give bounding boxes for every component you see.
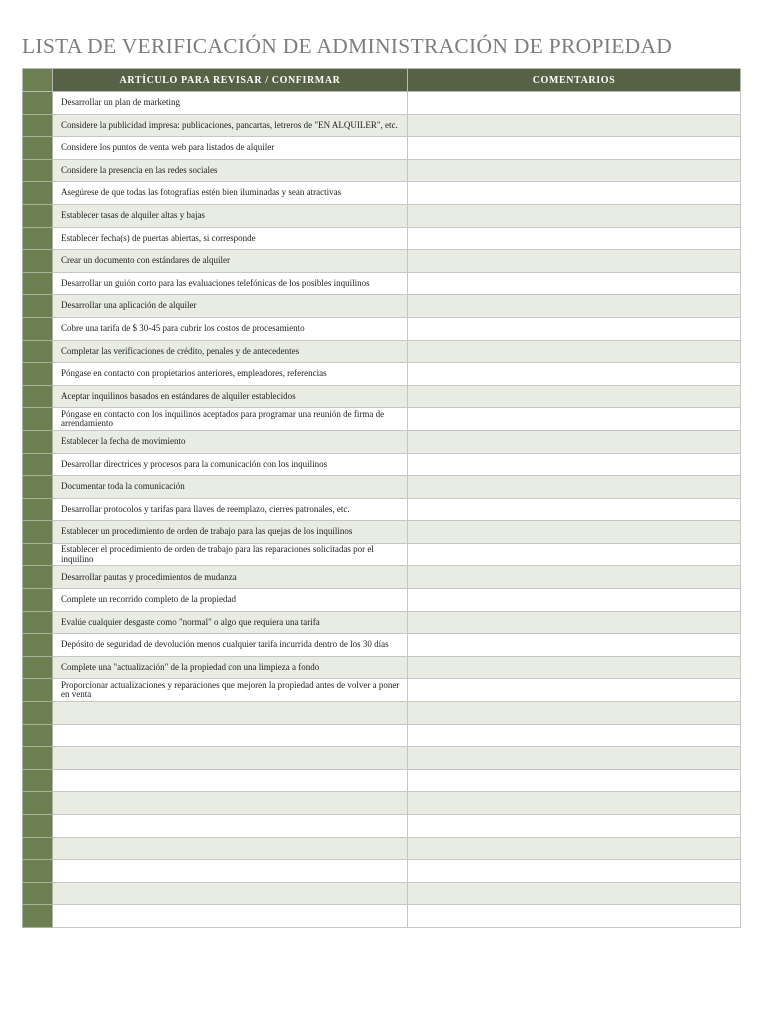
checkbox-cell[interactable]: [23, 340, 53, 363]
checkbox-column-header: [23, 69, 53, 92]
item-cell: Desarrollar una aplicación de alquiler: [53, 295, 408, 318]
item-cell: Cobre una tarifa de $ 30-45 para cubrir los costos de procesamiento: [53, 317, 408, 340]
item-cell: [53, 792, 408, 815]
table-row: [23, 204, 741, 227]
table-row: [23, 702, 741, 725]
item-cell: Proporcionar actualizaciones y reparaciones que mejoren la propiedad antes de volver a poner en venta: [53, 679, 408, 702]
checkbox-cell[interactable]: [23, 408, 53, 431]
table-row: [23, 589, 741, 612]
checkbox-cell[interactable]: [23, 543, 53, 566]
checkbox-cell[interactable]: [23, 159, 53, 182]
table-row: [23, 385, 741, 408]
checkbox-cell[interactable]: [23, 815, 53, 838]
item-cell: Establecer fecha(s) de puertas abiertas, si corresponde: [53, 227, 408, 250]
table-row: [23, 498, 741, 521]
table-row: [23, 430, 741, 453]
table-row: [23, 769, 741, 792]
comment-cell[interactable]: [408, 521, 741, 544]
comment-cell[interactable]: [408, 747, 741, 770]
checkbox-cell[interactable]: [23, 724, 53, 747]
item-cell: Desarrollar protocolos y tarifas para llaves de reemplazo, cierres patronales, etc.: [53, 498, 408, 521]
item-cell: Considere la publicidad impresa: publicaciones, pancartas, letreros de "EN ALQUILER", etc.: [53, 114, 408, 137]
header-row: [23, 69, 741, 92]
checkbox-cell[interactable]: [23, 747, 53, 770]
comment-cell[interactable]: [408, 204, 741, 227]
comment-cell[interactable]: [408, 679, 741, 702]
table-row: [23, 724, 741, 747]
checkbox-cell[interactable]: [23, 250, 53, 273]
item-cell: Desarrollar un plan de marketing: [53, 92, 408, 115]
comment-cell[interactable]: [408, 476, 741, 499]
checkbox-cell[interactable]: [23, 92, 53, 115]
comment-cell[interactable]: [408, 159, 741, 182]
item-cell: Desarrollar pautas y procedimientos de mudanza: [53, 566, 408, 589]
item-cell: [53, 769, 408, 792]
item-cell: [53, 882, 408, 905]
table-row: [23, 679, 741, 702]
document-title: LISTA DE VERIFICACIÓN DE ADMINISTRACIÓN DE PROPIEDAD: [22, 34, 673, 58]
table-row: [23, 543, 741, 566]
item-cell: Desarrollar un guión corto para las evaluaciones telefónicas de los posibles inquilinos: [53, 272, 408, 295]
table-row: [23, 182, 741, 205]
checkbox-cell[interactable]: [23, 634, 53, 657]
comment-cell[interactable]: [408, 860, 741, 883]
comment-cell[interactable]: [408, 634, 741, 657]
table-row: [23, 317, 741, 340]
comment-cell[interactable]: [408, 724, 741, 747]
item-cell: Depósito de seguridad de devolución menos cualquier tarifa incurrida dentro de los 30 días: [53, 634, 408, 657]
item-cell: Crear un documento con estándares de alquiler: [53, 250, 408, 273]
comment-cell[interactable]: [408, 611, 741, 634]
item-cell: Establecer la fecha de movimiento: [53, 430, 408, 453]
comment-cell[interactable]: [408, 882, 741, 905]
checkbox-cell[interactable]: [23, 611, 53, 634]
item-cell: [53, 905, 408, 928]
item-cell: [53, 724, 408, 747]
checkbox-cell[interactable]: [23, 882, 53, 905]
checkbox-cell[interactable]: [23, 430, 53, 453]
checkbox-cell[interactable]: [23, 589, 53, 612]
checkbox-cell[interactable]: [23, 453, 53, 476]
item-cell: Considere la presencia en las redes sociales: [53, 159, 408, 182]
comment-cell[interactable]: [408, 792, 741, 815]
item-cell: [53, 837, 408, 860]
checkbox-cell[interactable]: [23, 860, 53, 883]
table-row: [23, 159, 741, 182]
comment-cell[interactable]: [408, 363, 741, 386]
item-cell: [53, 815, 408, 838]
comment-cell[interactable]: [408, 543, 741, 566]
checklist-rows: [23, 92, 741, 928]
table-row: [23, 837, 741, 860]
checkbox-cell[interactable]: [23, 114, 53, 137]
checkbox-cell[interactable]: [23, 317, 53, 340]
checkbox-cell[interactable]: [23, 521, 53, 544]
table-row: [23, 521, 741, 544]
checkbox-cell[interactable]: [23, 905, 53, 928]
checkbox-cell[interactable]: [23, 702, 53, 725]
table-row: [23, 656, 741, 679]
checkbox-cell[interactable]: [23, 385, 53, 408]
item-cell: Establecer el procedimiento de orden de trabajo para las reparaciones solicitadas por el inquilino: [53, 543, 408, 566]
comment-cell[interactable]: [408, 769, 741, 792]
table-row: [23, 882, 741, 905]
table-row: [23, 227, 741, 250]
table-row: [23, 860, 741, 883]
checkbox-cell[interactable]: [23, 363, 53, 386]
comment-cell[interactable]: [408, 408, 741, 431]
comment-cell[interactable]: [408, 250, 741, 273]
comment-cell[interactable]: [408, 589, 741, 612]
comment-cell[interactable]: [408, 340, 741, 363]
comment-cell[interactable]: [408, 137, 741, 160]
item-cell: [53, 747, 408, 770]
comment-cell[interactable]: [408, 702, 741, 725]
comment-cell[interactable]: [408, 430, 741, 453]
table-row: [23, 92, 741, 115]
checkbox-cell[interactable]: [23, 837, 53, 860]
table-row: [23, 792, 741, 815]
item-cell: Evalúe cualquier desgaste como "normal" o algo que requiera una tarifa: [53, 611, 408, 634]
comment-cell[interactable]: [408, 92, 741, 115]
checkbox-cell[interactable]: [23, 679, 53, 702]
comment-cell[interactable]: [408, 385, 741, 408]
checkbox-cell[interactable]: [23, 137, 53, 160]
comment-cell[interactable]: [408, 295, 741, 318]
checkbox-cell[interactable]: [23, 769, 53, 792]
table-row: [23, 611, 741, 634]
table-row: [23, 905, 741, 928]
checkbox-cell[interactable]: [23, 272, 53, 295]
item-cell: Establecer tasas de alquiler altas y bajas: [53, 204, 408, 227]
table-row: [23, 340, 741, 363]
checkbox-cell[interactable]: [23, 792, 53, 815]
comment-cell[interactable]: [408, 317, 741, 340]
comments-column-header: COMENTARIOS: [408, 69, 741, 92]
item-cell: Completar las verificaciones de crédito, penales y de antecedentes: [53, 340, 408, 363]
comment-cell[interactable]: [408, 656, 741, 679]
table-row: [23, 453, 741, 476]
comment-cell[interactable]: [408, 815, 741, 838]
item-column-header: ARTÍCULO PARA REVISAR / CONFIRMAR: [53, 69, 408, 92]
comment-cell[interactable]: [408, 498, 741, 521]
table-row: [23, 476, 741, 499]
item-cell: Complete un recorrido completo de la propiedad: [53, 589, 408, 612]
comment-cell[interactable]: [408, 905, 741, 928]
table-row: [23, 137, 741, 160]
table-row: [23, 566, 741, 589]
item-cell: Documentar toda la comunicación: [53, 476, 408, 499]
table-row: [23, 250, 741, 273]
item-cell: Aceptar inquilinos basados en estándares de alquiler establecidos: [53, 385, 408, 408]
comment-cell[interactable]: [408, 837, 741, 860]
item-cell: [53, 702, 408, 725]
item-cell: Complete una "actualización" de la propiedad con una limpieza a fondo: [53, 656, 408, 679]
item-cell: Póngase en contacto con los inquilinos aceptados para programar una reunión de firma de arrendamiento: [53, 408, 408, 431]
comment-cell[interactable]: [408, 114, 741, 137]
checkbox-cell[interactable]: [23, 476, 53, 499]
table-row: [23, 363, 741, 386]
checkbox-cell[interactable]: [23, 182, 53, 205]
item-cell: Asegúrese de que todas las fotografías estén bien iluminadas y sean atractivas: [53, 182, 408, 205]
table-row: [23, 815, 741, 838]
table-row: [23, 272, 741, 295]
table-row: [23, 408, 741, 431]
checkbox-cell[interactable]: [23, 295, 53, 318]
comment-cell[interactable]: [408, 453, 741, 476]
checkbox-cell[interactable]: [23, 498, 53, 521]
table-row: [23, 114, 741, 137]
item-cell: Considere los puntos de venta web para listados de alquiler: [53, 137, 408, 160]
checkbox-cell[interactable]: [23, 656, 53, 679]
item-cell: Desarrollar directrices y procesos para la comunicación con los inquilinos: [53, 453, 408, 476]
table-row: [23, 747, 741, 770]
comment-cell[interactable]: [408, 182, 741, 205]
item-cell: Establecer un procedimiento de orden de trabajo para las quejas de los inquilinos: [53, 521, 408, 544]
checkbox-cell[interactable]: [23, 227, 53, 250]
comment-cell[interactable]: [408, 227, 741, 250]
checklist-table: [22, 68, 741, 928]
table-row: [23, 634, 741, 657]
table-row: [23, 295, 741, 318]
item-cell: Póngase en contacto con propietarios anteriores, empleadores, referencias: [53, 363, 408, 386]
item-cell: [53, 860, 408, 883]
comment-cell[interactable]: [408, 566, 741, 589]
comment-cell[interactable]: [408, 272, 741, 295]
checkbox-cell[interactable]: [23, 204, 53, 227]
checkbox-cell[interactable]: [23, 566, 53, 589]
